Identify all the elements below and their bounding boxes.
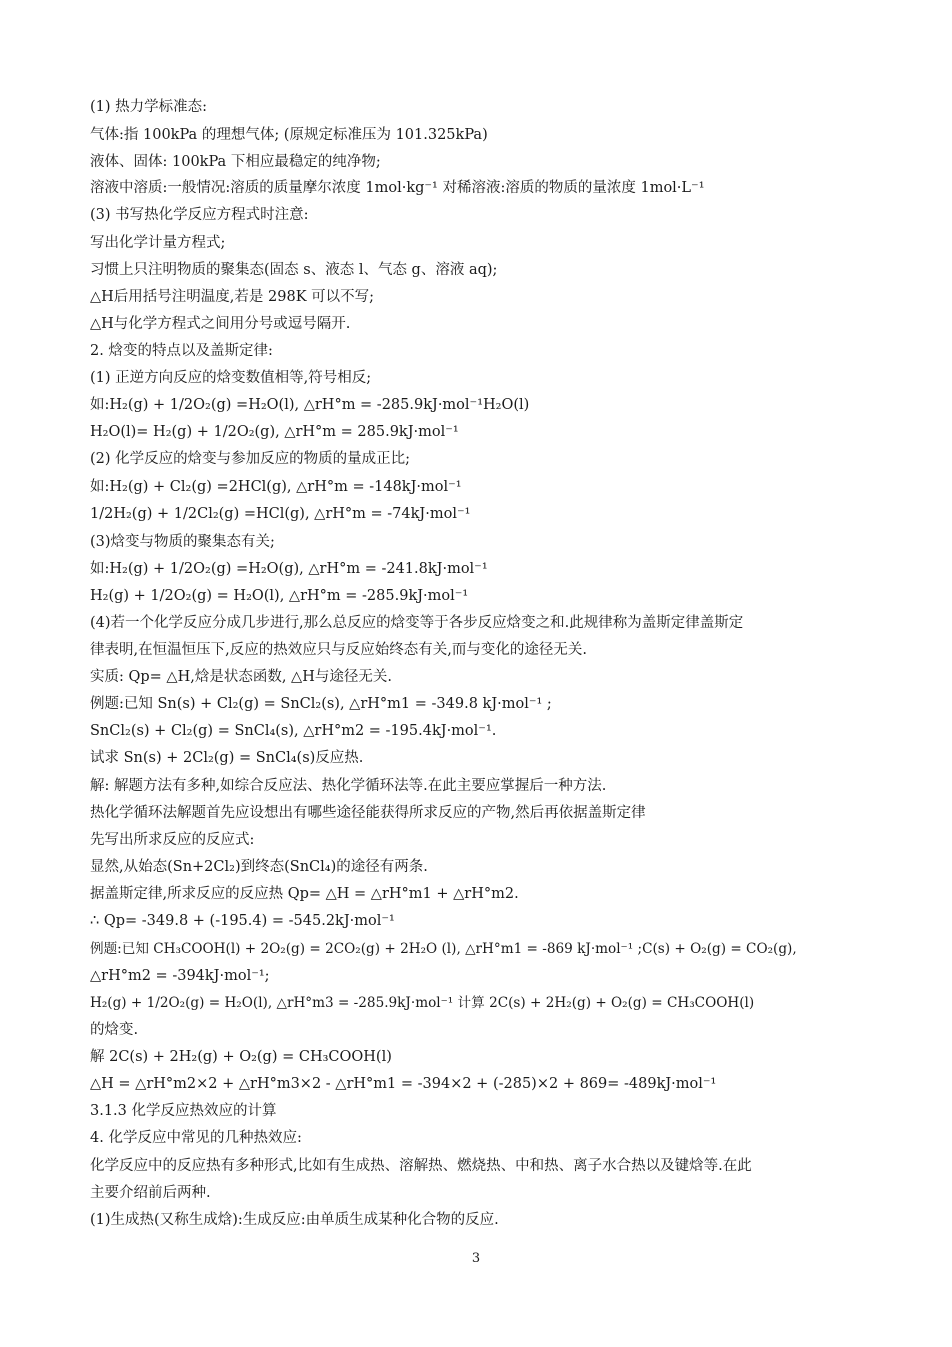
- text-line: △rH°m2 = -394kJ·mol⁻¹;: [90, 968, 270, 984]
- text-line: SnCl₂(s) + Cl₂(g) = SnCl₄(s), △rH°m2 = -195.4kJ·mol⁻¹.: [90, 723, 497, 739]
- text-line: (3)焓变与物质的聚集态有关;: [90, 534, 275, 550]
- text-line: 2. 焓变的特点以及盖斯定律:: [90, 343, 273, 359]
- text-line: 液体、固体: 100kPa 下相应最稳定的纯净物;: [90, 154, 381, 170]
- text-line: (1) 热力学标准态:: [90, 99, 208, 115]
- text-line: 解: 解题方法有多种,如综合反应法、热化学循环法等.在此主要应掌握后一种方法.: [90, 778, 607, 794]
- text-line: 实质: Qp= △H,焓是状态函数, △H与途径无关.: [90, 669, 392, 685]
- text-line: (2) 化学反应的焓变与参加反应的物质的量成正比;: [90, 451, 411, 467]
- text-line: 例题:已知 Sn(s) + Cl₂(g) = SnCl₂(s), △rH°m1 = -349.8 kJ·mol⁻¹ ;: [90, 696, 552, 712]
- text-line: 3.1.3 化学反应热效应的计算: [90, 1103, 277, 1119]
- text-line: 先写出所求反应的反应式:: [90, 832, 255, 848]
- text-line: 4. 化学反应中常见的几种热效应:: [90, 1130, 302, 1146]
- text-line: 如:H₂(g) + 1/2O₂(g) =H₂O(l), △rH°m = -285.9kJ·mol⁻¹H₂O(l): [90, 397, 530, 413]
- text-line: 如:H₂(g) + Cl₂(g) =2HCl(g), △rH°m = -148kJ·mol⁻¹: [90, 479, 462, 495]
- text-line: △H = △rH°m2×2 + △rH°m3×2 - △rH°m1 = -394×2 + (-285)×2 + 869= -489kJ·mol⁻¹: [90, 1076, 717, 1092]
- text-line: 律表明,在恒温恒压下,反应的热效应只与反应始终态有关,而与变化的途径无关.: [90, 642, 587, 658]
- text-line: 热化学循环法解题首先应设想出有哪些途径能获得所求反应的产物,然后再依据盖斯定律: [90, 805, 646, 821]
- text-line: △H后用括号注明温度,若是 298K 可以不写;: [90, 289, 375, 305]
- text-line: 化学反应中的反应热有多种形式,比如有生成热、溶解热、燃烧热、中和热、离子水合热以及键焓等.在此: [90, 1158, 752, 1174]
- page-number: 3: [471, 1251, 481, 1266]
- text-line: 据盖斯定律,所求反应的反应热 Qp= △H = △rH°m1 + △rH°m2.: [90, 886, 519, 902]
- text-line: 如:H₂(g) + 1/2O₂(g) =H₂O(g), △rH°m = -241.8kJ·mol⁻¹: [90, 561, 488, 577]
- text-line: 写出化学计量方程式;: [90, 235, 226, 251]
- text-line: 主要介绍前后两种.: [90, 1185, 211, 1201]
- text-line: 试求 Sn(s) + 2Cl₂(g) = SnCl₄(s)反应热.: [90, 750, 364, 766]
- text-line: 例题:已知 CH₃COOH(l) + 2O₂(g) = 2CO₂(g) + 2H₂O (l), △rH°m1 = -869 kJ·mol⁻¹ ;C(s) + O₂(g) = CO₂(g),: [90, 941, 797, 957]
- text-line: (1) 正逆方向反应的焓变数值相等,符号相反;: [90, 370, 372, 386]
- text-line: H₂(g) + 1/2O₂(g) = H₂O(l), △rH°m = -285.9kJ·mol⁻¹: [90, 588, 469, 604]
- text-line: H₂O(l)= H₂(g) + 1/2O₂(g), △rH°m = 285.9kJ·mol⁻¹: [90, 424, 459, 440]
- text-line: 习惯上只注明物质的聚集态(固态 s、液态 l、气态 g、溶液 aq);: [90, 262, 498, 278]
- text-line: 气体:指 100kPa 的理想气体; (原规定标准压为 101.325kPa): [90, 127, 488, 143]
- text-line: ∴ Qp= -349.8 + (-195.4) = -545.2kJ·mol⁻¹: [90, 913, 395, 929]
- text-line: 的焓变.: [90, 1022, 139, 1038]
- text-line: 解 2C(s) + 2H₂(g) + O₂(g) = CH₃COOH(l): [90, 1049, 392, 1065]
- text-line: (1)生成热(又称生成焓):生成反应:由单质生成某种化合物的反应.: [90, 1212, 499, 1228]
- text-line: 溶液中溶质:一般情况:溶质的质量摩尔浓度 1mol·kg⁻¹ 对稀溶液:溶质的物质的量浓度 1mol·L⁻¹: [90, 180, 705, 196]
- text-line: (3) 书写热化学反应方程式时注意:: [90, 207, 309, 223]
- text-line: 显然,从始态(Sn+2Cl₂)到终态(SnCl₄)的途径有两条.: [90, 859, 428, 875]
- text-line: (4)若一个化学反应分成几步进行,那么总反应的焓变等于各步反应焓变之和.此规律称为盖斯定律盖斯定: [90, 615, 744, 631]
- text-line: △H与化学方程式之间用分号或逗号隔开.: [90, 316, 351, 332]
- text-line: H₂(g) + 1/2O₂(g) = H₂O(l), △rH°m3 = -285.9kJ·mol⁻¹ 计算 2C(s) + 2H₂(g) + O₂(g) = CH₃COOH(l): [90, 995, 755, 1011]
- text-line: 1/2H₂(g) + 1/2Cl₂(g) =HCl(g), △rH°m = -74kJ·mol⁻¹: [90, 506, 471, 522]
